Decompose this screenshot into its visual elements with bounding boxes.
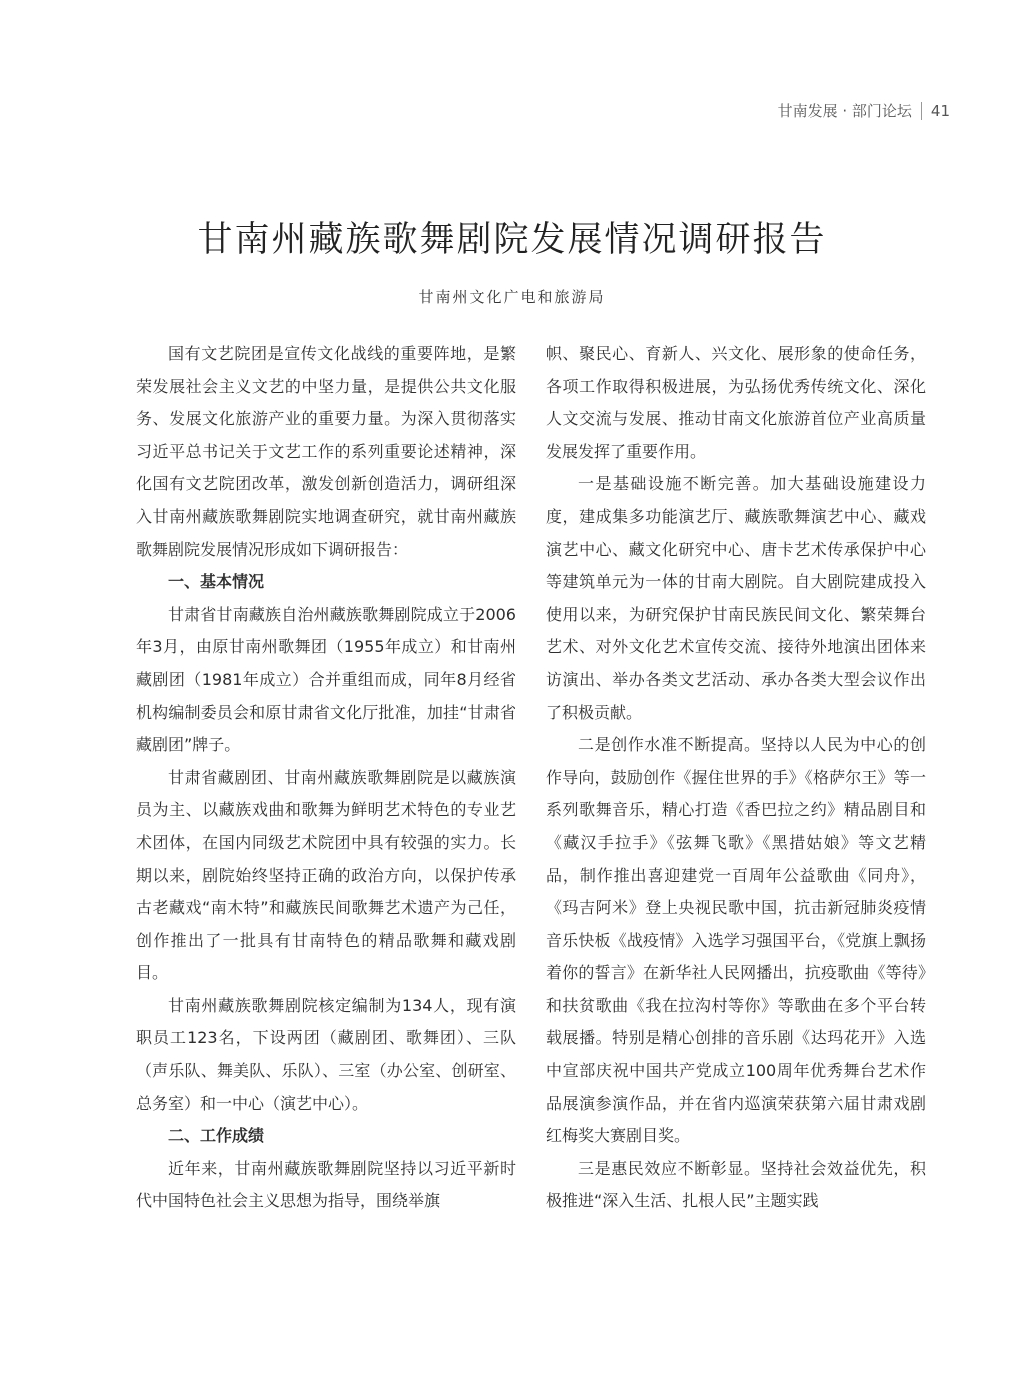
running-header [778,100,950,121]
section-heading: 二、工作成绩 [168,1126,265,1146]
paragraph: 二是创作水准不断提高。坚持以人民为中心的创作导向，鼓励创作《握住世界的手》《格萨尔王》等一系列歌舞音乐，精心打造《香巴拉之约》精品剧目和《藏汉手拉手》《弦舞飞歌》《黑措姑娘》等文艺精品，制作推出喜迎建党一百周年公益歌曲《同舟》，《玛吉阿米》登上央视民歌中国，抗击新冠肺炎疫情音乐快板《战疫情》入选学习强国平台，《党旗上飘扬着你的誓言》在新华社人民网播出，抗疫歌曲《等待》和扶贫歌曲《我在拉沟村等你》等歌曲在多个平台转载展播。特别是精心创排的音乐剧《达玛花开》入选中宣部庆祝中国共产党成立100周年优秀舞台艺术作品展演参演作品，并在省内巡演荣获第六届甘肃戏剧红梅奖大赛剧目奖。 [546,735,926,1146]
paragraph: 帜、聚民心、育新人、兴文化、展形象的使命任务，各项工作取得积极进展，为弘扬优秀传统文化、深化人文交流与发展、推动甘南文化旅游首位产业高质量发展发挥了重要作用。 [546,344,926,461]
header-divider [921,102,922,120]
page-number: 41 [930,101,950,120]
paragraph: 国有文艺院团是宣传文化战线的重要阵地，是繁荣发展社会主义文艺的中坚力量，是提供公共文化服务、发展文化旅游产业的重要力量。为深入贯彻落实习近平总书记关于文艺工作的系列重要论述精神，深化国有文艺院团改革，激发创新创造活力，调研组深入甘南州藏族歌舞剧院实地调查研究，就甘南州藏族歌舞剧院发展情况形成如下调研报告： [136,344,516,559]
paragraph: 三是惠民效应不断彰显。坚持社会效益优先，积极推进“深入生活、扎根人民”主题实践 [546,1158,926,1211]
article-author: 甘南州文化广电和旅游局 [418,288,606,306]
paragraph: 甘肃省甘南藏族自治州藏族歌舞剧院成立于2006年3月，由原甘南州歌舞团（1955年成立）和甘南州藏剧团（1981年成立）合并重组而成，同年8月经省机构编制委员会和原甘肃省文化厅批准，加挂“甘肃省藏剧团”牌子。 [136,604,516,755]
right-column [546,338,926,1218]
section-heading: 一、基本情况 [168,572,265,592]
paragraph: 一是基础设施不断完善。加大基础设施建设力度，建成集多功能演艺厅、藏族歌舞演艺中心、藏戏演艺中心、藏文化研究中心、唐卡艺术传承保护中心等建筑单元为一体的甘南大剧院。自大剧院建成投入使用以来，为研究保护甘南民族民间文化、繁荣舞台艺术、对外文化艺术宣传交流、接待外地演出团体来访演出、举办各类文艺活动、承办各类大型会议作出了积极贡献。 [546,474,926,722]
section-label: 甘南发展 · 部门论坛 [777,102,912,120]
paragraph: 甘肃省藏剧团、甘南州藏族歌舞剧院是以藏族演员为主、以藏族戏曲和歌舞为鲜明艺术特色的专业艺术团体，在国内同级艺术院团中具有较强的实力。长期以来，剧院始终坚持正确的政治方向，以保护传承古老藏戏“南木特”和藏族民间歌舞艺术遗产为己任，创作推出了一批具有甘南特色的精品歌舞和藏戏剧目。 [136,767,516,983]
paragraph: 甘南州藏族歌舞剧院核定编制为134人，现有演职员工123名，下设两团（藏剧团、歌舞团）、三队（声乐队、舞美队、乐队）、三室（办公室、创研室、总务室）和一中心（演艺中心）。 [136,995,516,1113]
left-column [136,338,516,1218]
article-title: 甘南州藏族歌舞剧院发展情况调研报告 [197,220,827,260]
paragraph: 近年来，甘南州藏族歌舞剧院坚持以习近平新时代中国特色社会主义思想为指导，围绕举旗 [136,1158,516,1211]
